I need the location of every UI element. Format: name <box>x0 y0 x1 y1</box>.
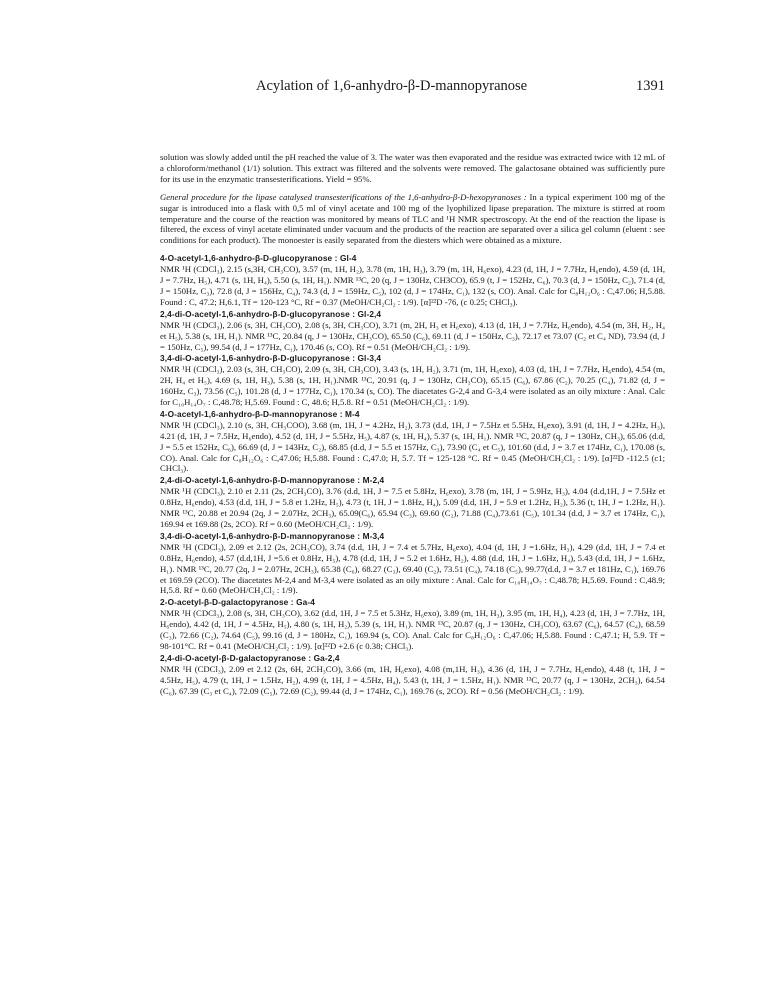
compound-data: NMR ¹H (CDCl₃), 2.08 (s, 3H, CH₃CO), 3.62 (d.d, 1H, J = 7.5 et 5.3Hz, H₆exo), 3.89 (m, 1H, H₃), 3.95 (m, 1H, H₄), 4.23 (d, 1H, J = 7.7Hz, 1H, H₆endo), 4.42 (d, 1H, J = 4.5Hz, H₅), 4.80 (s, 1H, H₂), 5.39 (s, 1H, H₁). NMR ¹³C, 20.87 (q, J = 130Hz, CH₃CO), 63.67 (C₆), 64.57 (C₄), 68.59 (C₃), 72.66 (C₂), 74.64 (C₅), 99.16 (d, J = 180Hz, C₁), 169.94 (s, CO). Anal. Calc for C₈H₁₂O₆ : C,47.06; H,5.88. Found : C,47.1; H, 5.9. Tf = 98-101°C. Rf = 0.41 (MeOH/CH₂Cl₂ : 1/9). [α]²²D +2.6 (c 0.38; CHCl₃). <box>160 608 665 651</box>
compound-heading: 2,4-di-O-acetyl-β-D-galactopyranose : Ga-2,4 <box>160 652 340 663</box>
compound-data: NMR ¹H (CDCl₃), 2.03 (s, 3H, CH₃CO), 2.09 (s, 3H, CH₃CO), 3.43 (s, 1H, H₂), 3.71 (m, 1H, H₆exo), 4.03 (d, 1H, J = 7.7Hz, H₆endo), 4.54 (m, 2H, H₄ et H₅), 4.69 (s, 1H, H₃), 5.38 (s, 1H, H₁).NMR ¹³C, 20.91 (q, J = 130Hz, CH₃CO), 65.15 (C₆), 67.86 (C₂), 70.25 (C₄), 71.82 (d, J = 160Hz, C₃), 73.56 (C₅), 101.28 (d, J = 177Hz, C₁), 170.34 (s, CO). The diacetates G-2,4 and G-3,4 were isolated as an oily mixture : Anal. Calc for C₁₀H₁₄O₇ : C,48.78; H,5.69. Found : C, 48.6; H,5.8. Rf = 0.51 (MeOH/CH₂Cl₂ : 1/9). <box>160 364 665 408</box>
compound-heading: 2,4-di-O-acetyl-1,6-anhydro-β-D-mannopyranose : M-2,4 <box>160 475 385 486</box>
compound-heading: 3,4-di-O-acetyl-1,6-anhydro-β-D-glucopyranose : Gl-3,4 <box>160 353 382 364</box>
compound-entry <box>160 653 665 697</box>
compound-entry <box>160 597 665 652</box>
page-number: 1391 <box>636 78 665 94</box>
compound-heading: 4-O-acetyl-1,6-anhydro-β-D-mannopyranose : M-4 <box>160 408 360 419</box>
compound-data: NMR ¹H (CDCl₃), 2.10 et 2.11 (2s, 2CH₃CO), 3.76 (d.d, 1H, J = 7.5 et 5.8Hz, H₆exo), 3.78 (m, 1H, J = 5.9Hz, H₃), 4.04 (d.d,1H, J = 7.5Hz et 0.8Hz, H₆endo), 4.53 (d.d, 1H, J = 5.8 et 1.2Hz, H₅), 4.73 (t, 1H, J = 1.8Hz, H₄), 5.09 (d.d, 1H, J = 5.9 et 1.2Hz, H₂), 5.36 (t, 1H, J = 1.2Hz, H₁). NMR ¹³C, 20.88 et 20.94 (2q, J = 2.07Hz, 2CH₃), 65.09(C₆), 65.94 (C₃), 69.60 (C₂), 71.88 (C₄),73.61 (C₅), 101.34 (d.d, J = 3.7 et 174Hz, C₁), 169.94 et 169.88 (2s, 2CO). Rf = 0.60 (MeOH/CH₂Cl₂ : 1/9). <box>160 486 665 529</box>
compound-heading: 4-O-acetyl-1,6-anhydro-β-D-glucopyranose : Gl-4 <box>160 253 357 264</box>
running-header <box>160 78 665 98</box>
running-title: Acylation of 1,6-anhydro-β-D-mannopyranose <box>256 78 528 94</box>
compound-data: NMR ¹H (CDCl₃), 2.09 et 2.12 (2s, 2CH₃CO), 3.74 (d.d, 1H, J = 7.4 et 5.7Hz, H₆exo), 4.04 (d, 1H, J =1.6Hz, H₃), 4.29 (d.d, 1H, J = 7.4 et 0.8Hz, H₆endo), 4.57 (d.d,1H, J =5.6 et 0.8Hz, H₅), 4.78 (d.d, 1H, J = 5.2 et 1.6Hz, H₂), 4.88 (d.d, 1H, J = 1.6Hz, H₄), 5.43 (d.d, 1H, J = 1.6Hz, H₁). NMR ¹³C, 20.77 (2q, J = 2.07Hz, 2CH₃), 65.38 (C₆), 68.27 (C₃), 69.40 (C₂), 73.51 (C₄), 74.18 (C₅), 99.77(d.d, J = 3.7 et 181Hz, C₁), 169.76 et 169.59 (2CO). The diacetates M-2,4 and M-3,4 were isolated as an oily mixture : Anal. Calc for C₁₀H₁₄O₇ : C,48.78; H,5.69. Found : C,48.9; H,5.8. Rf = 0.60 (MeOH/CH₂Cl₂ : 1/9). <box>160 541 665 596</box>
paragraph-continuation: solution was slowly added until the pH reached the value of 3. The water was then evaporated and the residue was extracted twice with 12 mL of a chloroform/methanol (1/1) solution. This extract was filtered and the solvents were removed. The galactosane obtained was sufficiently pure for its use in the enzymatic transesterifications. Yield = 95%. <box>160 152 665 184</box>
compound-entry <box>160 531 665 596</box>
compound-entry <box>160 475 665 530</box>
procedure-lead: General procedure for the lipase catalysed transesterifications of the 1,6-anhydro-β-D-hexopyranoses : <box>160 191 527 202</box>
article-body <box>160 152 665 697</box>
compound-data: NMR ¹H (CDCl₃), 2.15 (s,3H, CH₃CO), 3.57 (m, 1H, H₂), 3.78 (m, 1H, H₃), 3.79 (m, 1H, H₆exo), 4.23 (d, 1H, J = 7.7Hz, H₆endo), 4.59 (d, 1H, J = 7.7Hz, H₅), 4.71 (s, 1H, H₄), 5.50 (s, 1H, H₁). NMR ¹³C, 20 (q, J = 130Hz, CH3CO), 65.9 (t, J = 152Hz, C₆), 70.3 (d, J = 150Hz, C₂), 71.4 (d, J = 150Hz, C₃), 72.8 (d, J = 156Hz, C₄), 74.3 (d, J = 159Hz, C₅), 102 (d, J = 174Hz, C₁), 132 (s, CO). Anal. Calc for C₈H₁₂O₆ : C,47.06; H,5.88. Found : C, 47.2; H,6.1, Tf = 120-123 °C, Rf = 0.37 (MeOH/CH₂Cl₂ : 1/9). [α]²²D -76, (c 0.25; CHCl₃). <box>160 264 665 307</box>
paragraph-general-procedure <box>160 192 665 247</box>
compound-entry <box>160 409 665 474</box>
compound-entry <box>160 353 665 408</box>
compound-heading: 2,4-di-O-acetyl-1,6-anhydro-β-D-glucopyranose : Gl-2,4 <box>160 308 382 319</box>
compound-entry <box>160 253 665 308</box>
compound-data: NMR ¹H (CDCl₃), 2.06 (s, 3H, CH₃CO), 2.08 (s, 3H, CH₃CO), 3.71 (m, 2H, H₃ et H₆exo), 4.13 (d, 1H, J = 7.7Hz, H₆endo), 4.54 (m, 3H, H₂, H₄ et H₅), 5.38 (s, 1H, H₁). NMR ¹³C, 20.84 (q, J = 130Hz, CH₃CO), 65.50 (C₆), 69.11 (d, J = 150Hz, C₃), 72.17 et 73.07 (C₂ et C₄ ND), 73.94 (d, J = 150Hz, C₅), 99.54 (d, J = 177Hz, C₁), 170.46 (s, CO). Rf = 0.51 (MeOH/CH₂Cl₂ : 1/9). <box>160 319 665 352</box>
compound-data: NMR ¹H (CDCl₃), 2.10 (s, 3H, CH₃COO), 3.68 (m, 1H, J = 4.2Hz, H₂), 3.73 (d.d, 1H, J = 7.5Hz et 5.5Hz, H₆exo), 3.91 (d, 1H, J = 4.2Hz, H₃), 4.21 (d, 1H, J = 7.5Hz, H₆endo), 4.52 (d, 1H, J = 5.5Hz, H₅), 4.87 (s, 1H, H₄), 5.37 (s, 1H, H₁). NMR ¹³C, 20.87 (q, J = 130Hz, CH₃), 65.06 (d.d, J = 5.5 et 152Hz, C₆), 66.69 (d, J = 143Hz, C₂), 68.85 (d.d, J = 5.5 et 157Hz, C₃), 73.90 (C₄ et C₅), 101.60 (d.d, J = 3.7 et 174Hz, C₁), 170.08 (s, CO). Anal. Calc for C₈H₁₂O₆ : C,47.06; H,5.88. Found : C,47.0; H, 5.7. Tf = 125-128 °C. Rf = 0.45 (MeOH/CH₂Cl₂ : 1/9). [α]²²D -112.5 (c1; CHCl₃). <box>160 419 665 474</box>
compound-heading: 2-O-acetyl-β-D-galactopyranose : Ga-4 <box>160 597 315 608</box>
compound-heading: 3,4-di-O-acetyl-1,6-anhydro-β-D-mannopyranose : M-3,4 <box>160 530 385 541</box>
compound-entry <box>160 309 665 353</box>
procedure-text: In a typical experiment 100 mg of the sugar is introduced into a flask with 0,5 ml of vinyl acetate and 100 mg of the lyophilized lipase preparation. The mixture is stirred at room temperature and the course of the reaction was monitored by means of TLC and ¹H NMR spectroscopy. At the end of the reaction the lipase is filtered, the excess of vinyl acetate eliminated under vacuum and the products of the reaction are separated over a silica gel column (eluent : see conditions for each product). The monoester is easily separated from the diesters which were obtained as a mixture. <box>160 191 666 246</box>
compound-data: NMR ¹H (CDCl₃), 2.09 et 2.12 (2s, 6H, 2CH₃CO), 3.66 (m, 1H, H₆exo), 4.08 (m,1H, H₃), 4.36 (d, 1H, J = 7.7Hz, H₆endo), 4.48 (t, 1H, J = 4.5Hz, H₅), 4.79 (t, 1H, J = 1.5Hz, H₂), 4.99 (t, 1H, J = 4.5Hz, H₄), 5.43 (t, 1H, J = 1.5Hz, H₁). NMR ¹³C, 20.77 (q, J = 130Hz, 2CH₃), 64.54 (C₆), 67.39 (C₃ et C₄), 72.09 (C₅), 72.69 (C₂), 99.44 (d, J = 174Hz, C₁), 169.76 (s, 2CO). Rf = 0.56 (MeOH/CH₂Cl₂ : 1/9). <box>160 663 665 696</box>
